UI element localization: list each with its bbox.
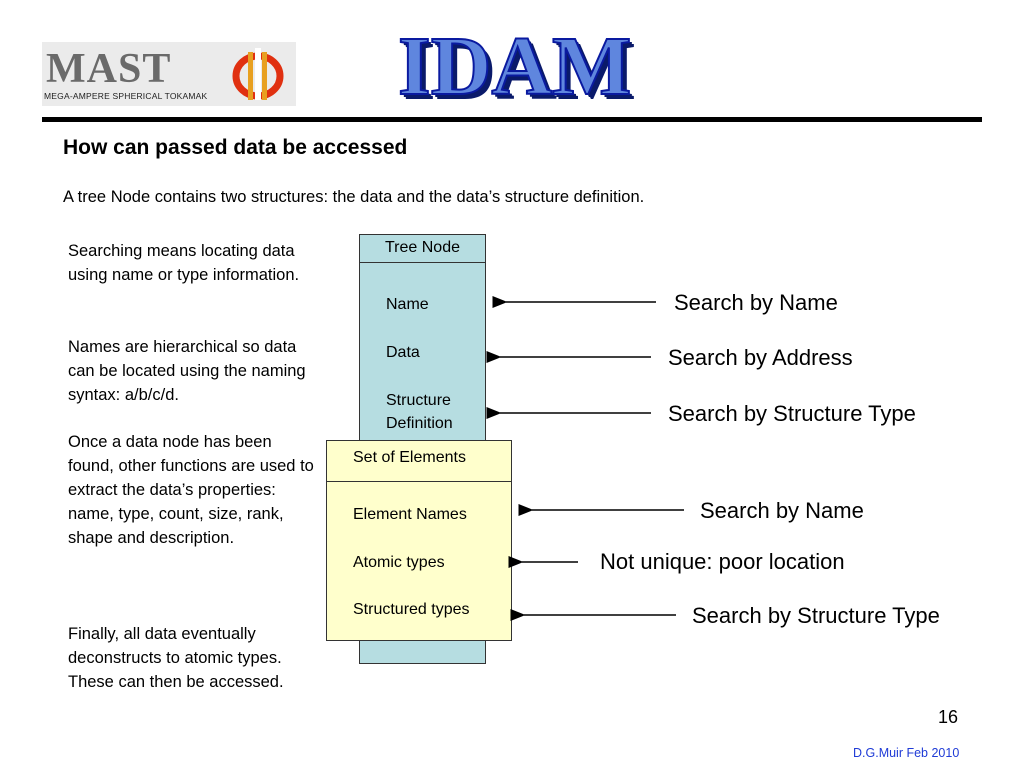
elements-field-atomic-types: Atomic types <box>353 554 445 571</box>
footer-credit: D.G.Muir Feb 2010 <box>853 746 960 760</box>
logo-word: MAST <box>46 46 172 92</box>
slide-heading: How can passed data be accessed <box>63 136 408 159</box>
body-paragraph: Searching means locating data using name or type information. <box>68 242 300 284</box>
intro-text: A tree Node contains two structures: the data and the data’s structure definition. <box>63 188 645 206</box>
logo-subtitle: MEGA-AMPERE SPHERICAL TOKAMAK <box>44 91 208 101</box>
page-title: IDAM <box>398 20 632 113</box>
body-paragraph: Finally, all data eventually deconstructs to atomic types. These can then be accessed. <box>68 625 284 691</box>
label-search-by-name: Search by Name <box>674 290 838 315</box>
tree-node-title: Tree Node <box>359 234 486 263</box>
label-search-by-address: Search by Address <box>668 345 853 370</box>
body-paragraph: Names are hierarchical so data can be located using the naming syntax: a/b/c/d. <box>68 338 306 404</box>
label-not-unique: Not unique: poor location <box>600 549 845 574</box>
tree-node-field-structure-definition: Structure Definition <box>386 392 453 432</box>
label-search-by-name-elements: Search by Name <box>700 498 864 523</box>
elements-field-structured-types: Structured types <box>353 601 470 618</box>
elements-title: Set of Elements <box>326 440 512 482</box>
tree-node-field-data: Data <box>386 344 420 361</box>
page-number: 16 <box>938 707 959 727</box>
body-paragraph: Once a data node has been found, other functions are used to extract the data’s properties: name, type, count, size, rank, shape and description. <box>68 433 314 547</box>
label-search-by-structure-type-elements: Search by Structure Type <box>692 603 940 628</box>
elements-field-names: Element Names <box>353 506 467 523</box>
tree-node-field-name: Name <box>386 296 429 313</box>
label-search-by-structure-type: Search by Structure Type <box>668 401 916 426</box>
